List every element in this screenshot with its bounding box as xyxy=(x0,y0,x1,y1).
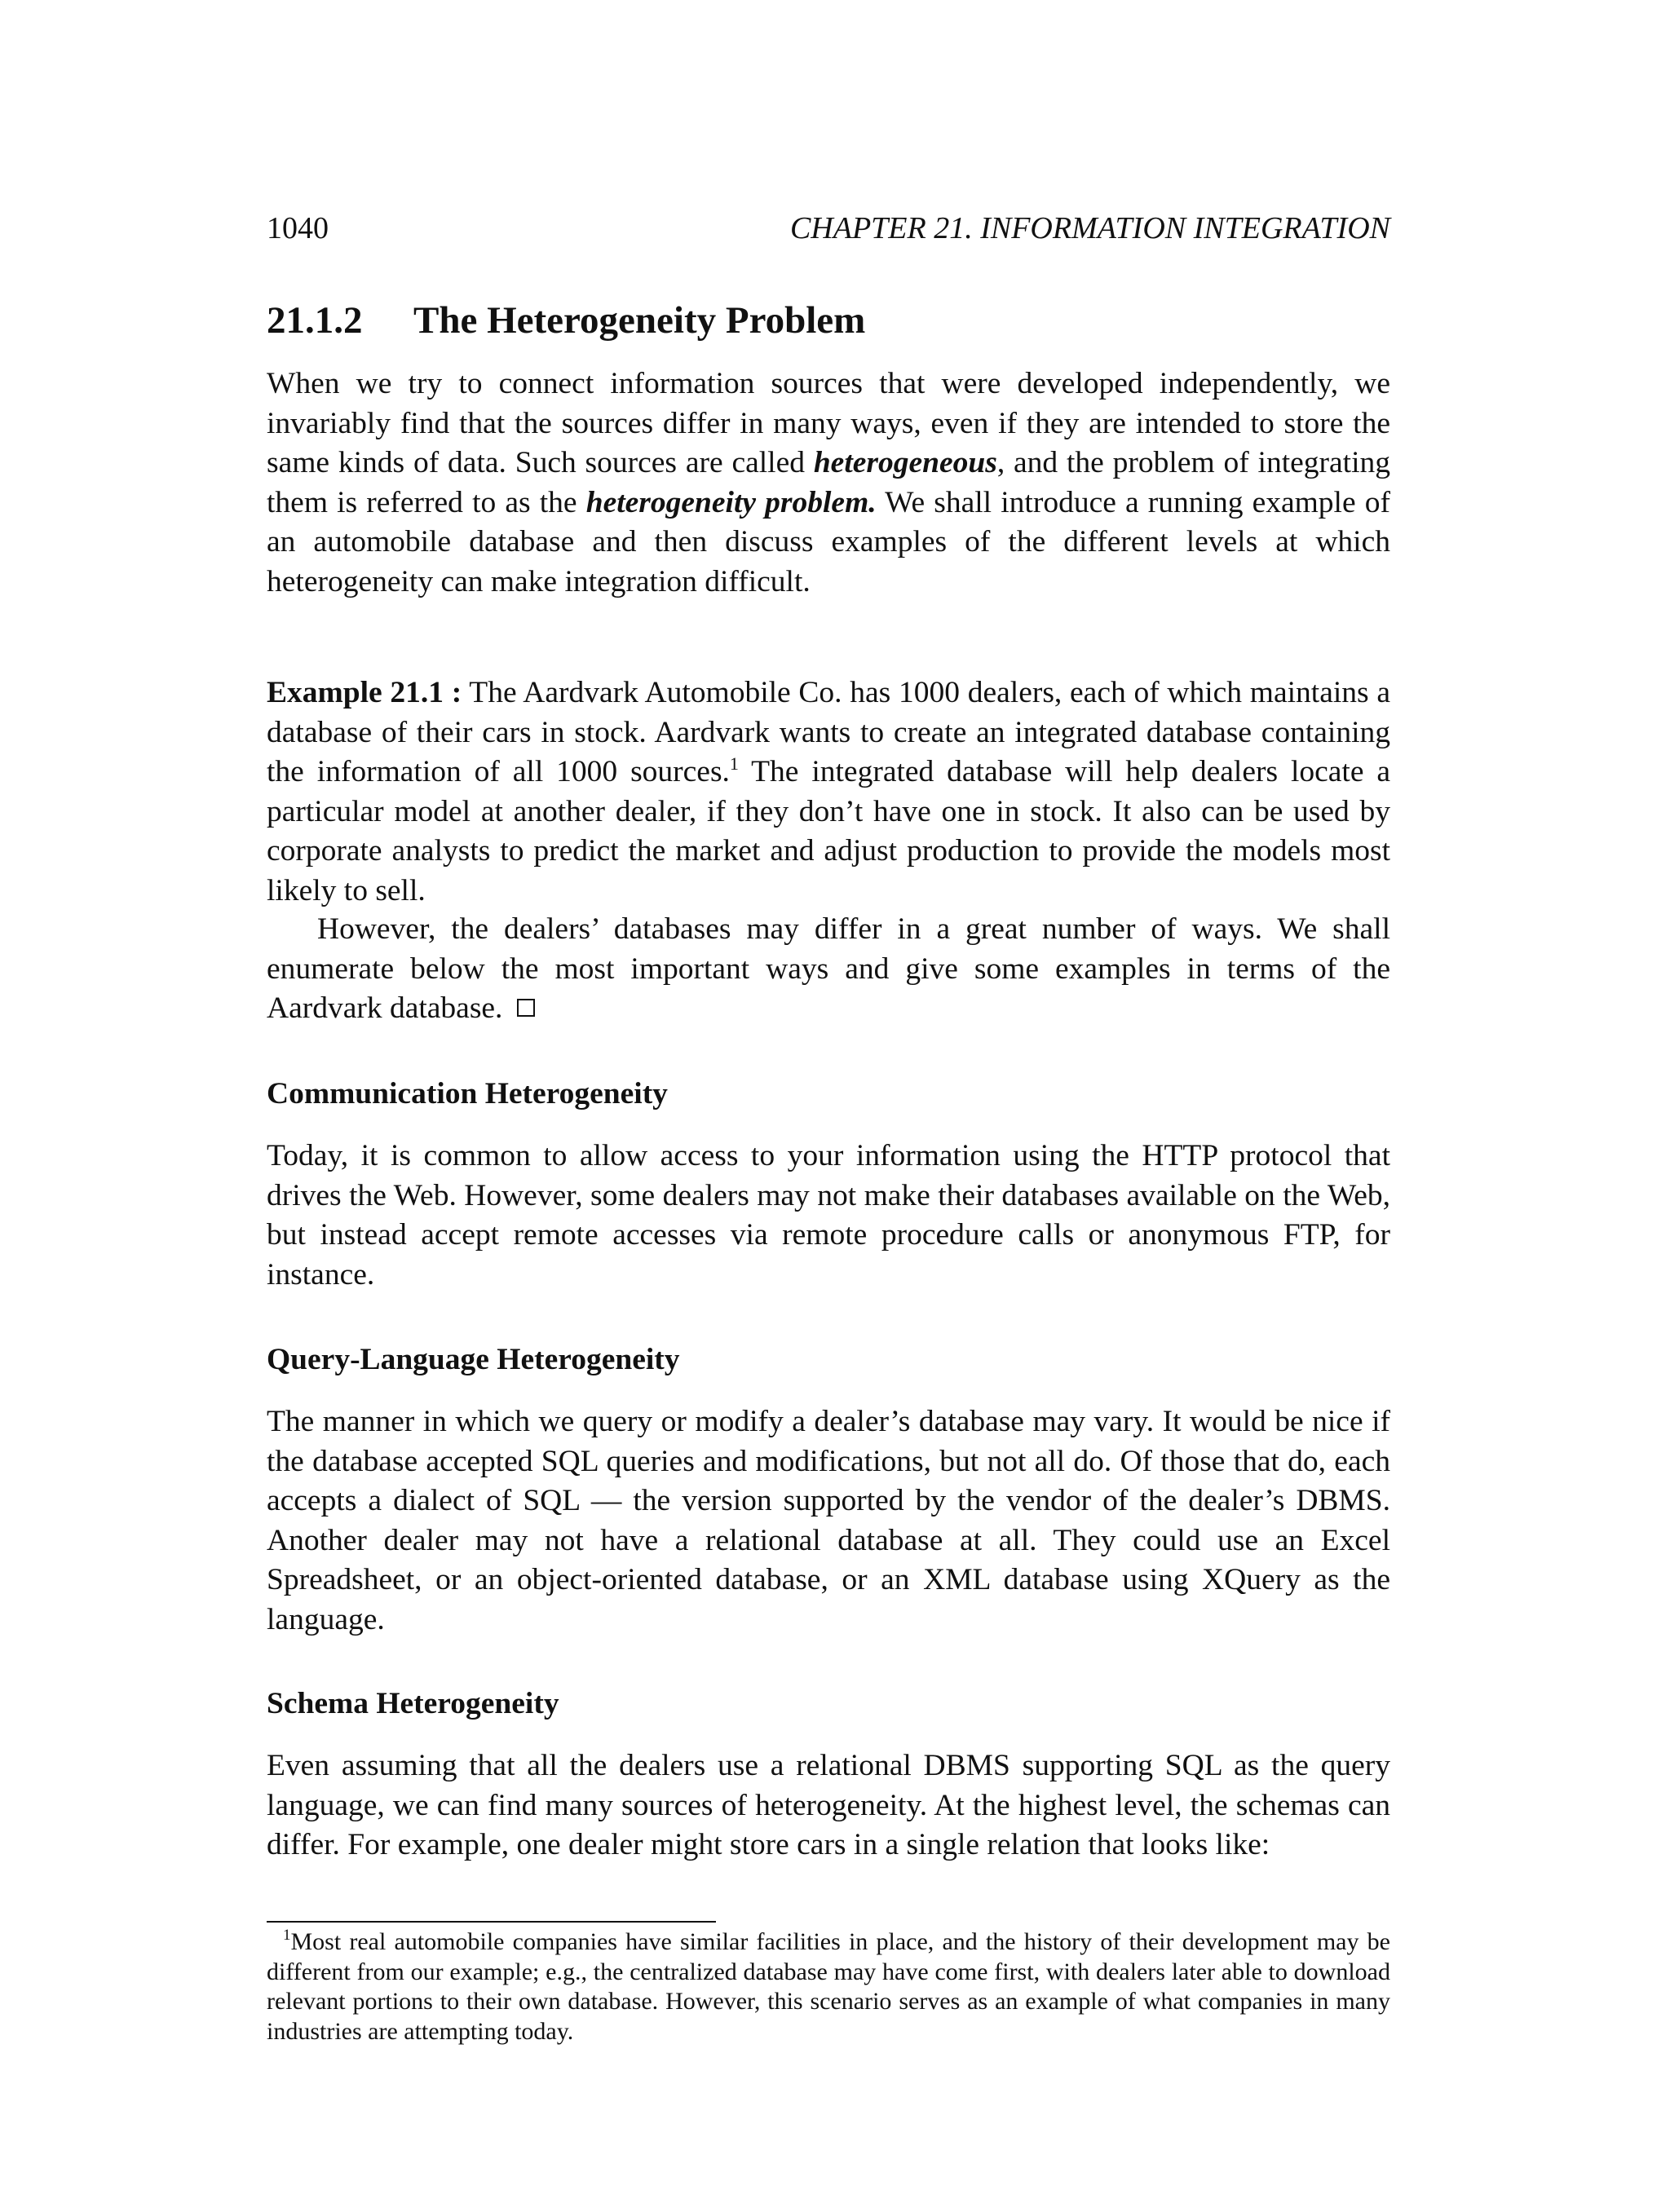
example-text-2: The integrated database will help dealers locate a particular model at another dealer, if they don’t have one in stock. It also can be used by corporate analysts to predict the market and adjust production to provide the models most likely to sell. xyxy=(267,755,1391,907)
schema-heading: Schema Heterogeneity xyxy=(267,1687,559,1720)
footnote xyxy=(267,1927,1390,2046)
section-number: 21.1.2 xyxy=(267,299,363,342)
intro-text-3: We shall introduce a running example of an automobile database and then discuss examples of the different levels at which heterogeneity can make integration difficult. xyxy=(267,485,1391,598)
intro-text-1: When we try to connect information sources that were developed independently, we invariably find that the sources differ in many ways, even if they are intended to store the same kinds of data. Such sources are called xyxy=(267,367,1390,480)
example-text-3: However, the dealers’ databases may differ in a great number of ways. We shall enumerate below the most important ways and give some examples in terms of the Aardvark database. xyxy=(267,912,1390,1026)
chapter-title: CHAPTER 21. INFORMATION INTEGRATION xyxy=(789,211,1390,245)
end-of-example-square-icon xyxy=(517,999,535,1017)
section-heading xyxy=(267,298,1390,342)
example-label: Example 21.1 : xyxy=(267,676,462,709)
section-title: The Heterogeneity Problem xyxy=(413,299,866,342)
footnote-mark: 1 xyxy=(283,1927,291,1944)
page-number: 1040 xyxy=(267,211,329,245)
query-language-paragraph: The manner in which we query or modify a dealer’s database may vary. It would be nice if the database accepted SQL queries and modifications, but not all do. Of those that do, each accepts a dialect of SQL — the version supported by the vendor of the dealer’s DBMS. Another dealer may not have a relational database at all. They could use an Excel Spreadsheet, or an object-oriented database, or an XML database using XQuery as the language. xyxy=(267,1405,1390,1636)
example-paragraph xyxy=(267,673,1390,912)
schema-paragraph: Even assuming that all the dealers use a relational DBMS supporting SQL as the query language, we can find many sources of heterogeneity. At the highest level, the schemas can differ. For example, one dealer might store cars in a single relation that looks like: xyxy=(267,1749,1390,1862)
communication-paragraph: Today, it is common to allow access to your information using the HTTP protocol that drives the Web. However, some dealers may not make their databases available on the Web, but instead accept remote accesses via remote procedure calls or anonymous FTP, for instance. xyxy=(267,1139,1390,1291)
intro-paragraph xyxy=(267,364,1390,603)
example-text-1: The Aardvark Automobile Co. has 1000 dealers, each of which maintains a database of their cars in stock. Aardvark wants to create an integrated database containing the information of all 1000 sources. xyxy=(267,676,1390,789)
footnote-text: Most real automobile companies have similar facilities in place, and the history of their development may be different from our example; e.g., the centralized database may have come first, with dealers later able to download relevant portions to their own database. However, this scenario serves as an example of what companies in many industries are attempting today. xyxy=(267,1928,1390,2045)
footnote-reference: 1 xyxy=(729,753,739,775)
term-heterogeneous: heterogeneous xyxy=(813,446,997,480)
communication-heading: Communication Heterogeneity xyxy=(267,1077,668,1110)
example-paragraph-2 xyxy=(267,910,1390,1029)
running-head xyxy=(267,210,1390,251)
term-heterogeneity-problem: heterogeneity problem. xyxy=(585,485,877,519)
query-language-heading: Query-Language Heterogeneity xyxy=(267,1343,680,1376)
footnote-rule xyxy=(267,1921,716,1923)
intro-text-2: , and the problem of integrating them is referred to as the xyxy=(267,446,1390,519)
